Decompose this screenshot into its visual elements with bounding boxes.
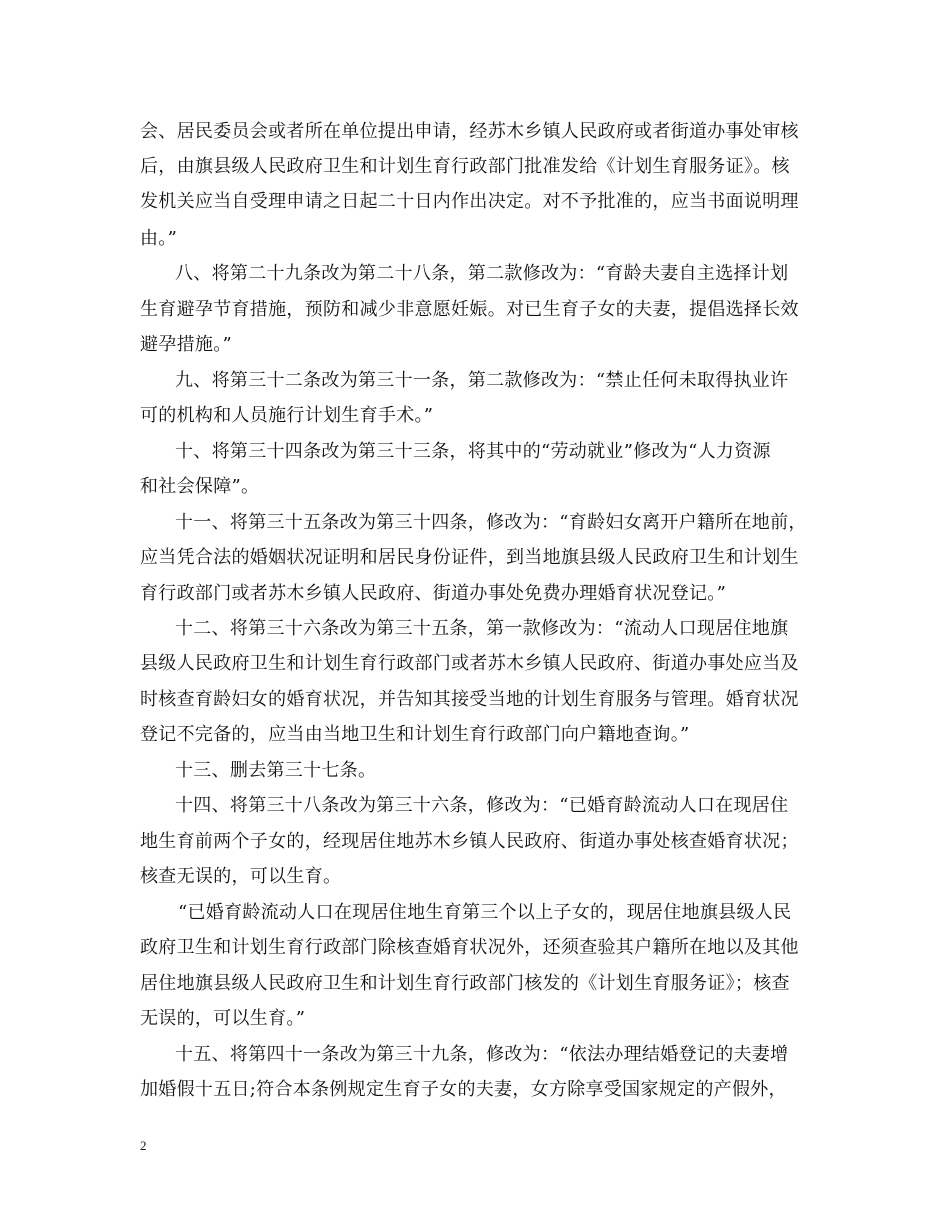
text-line: 十三、删去第三十七条。 xyxy=(175,760,377,781)
text-line: 县级人民政府卫生和计划生育行政部门或者苏木乡镇人民政府、街道办事处应当及 xyxy=(140,653,799,674)
text-line: “已婚育龄流动人口在现居住地生育第三个以上子女的，现居住地旗县级人民 xyxy=(178,902,792,923)
text-line: 由。” xyxy=(140,228,178,249)
text-line: 十五、将第四十一条改为第三十九条，修改为：“依法办理结婚登记的夫妻增 xyxy=(175,1044,789,1065)
text-line: 时核查育龄妇女的婚育状况，并告知其接受当地的计划生育服务与管理。婚育状况 xyxy=(140,689,799,710)
text-line: 登记不完备的，应当由当地卫生和计划生育行政部门向户籍地查询。” xyxy=(140,724,690,745)
text-line: 十四、将第三十八条改为第三十六条，修改为：“已婚育龄流动人口在现居住 xyxy=(175,795,789,816)
text-line: 会、居民委员会或者所在单位提出申请，经苏木乡镇人民政府或者街道办事处审核 xyxy=(140,121,799,142)
text-line: 十二、将第三十六条改为第三十五条，第一款修改为：“流动人口现居住地旗 xyxy=(175,618,789,639)
text-line: 十一、将第三十五条改为第三十四条，修改为：“育龄妇女离开户籍所在地前， xyxy=(175,512,807,533)
text-line: 政府卫生和计划生育行政部门除核查婚育状况外，还须查验其户籍所在地以及其他 xyxy=(140,937,799,958)
text-line: 加婚假十五日;符合本条例规定生育子女的夫妻，女方除享受国家规定的产假外， xyxy=(140,1079,787,1100)
text-line: 应当凭合法的婚姻状况证明和居民身份证件，到当地旗县级人民政府卫生和计划生 xyxy=(140,547,799,568)
text-line: 发机关应当自受理申请之日起二十日内作出决定。对不予批准的，应当书面说明理 xyxy=(140,191,799,212)
text-line: 避孕措施。” xyxy=(140,334,233,355)
text-line: 无误的，可以生育。” xyxy=(140,1008,306,1029)
text-line: 核查无误的，可以生育。 xyxy=(140,866,342,887)
text-line: 九、将第三十二条改为第三十一条，第二款修改为：“禁止任何未取得执业许 xyxy=(175,370,789,391)
text-line: 生育避孕节育措施，预防和减少非意愿妊娠。对已生育子女的夫妻，提倡选择长效 xyxy=(140,299,799,320)
text-line: 育行政部门或者苏木乡镇人民政府、街道办事处免费办理婚育状况登记。” xyxy=(140,583,727,604)
text-line: 后，由旗县级人民政府卫生和计划生育行政部门批准发给《计划生育服务证》。核 xyxy=(140,156,790,177)
page-number: 2 xyxy=(140,1138,147,1153)
text-line: 可的机构和人员施行计划生育手术。” xyxy=(140,405,434,426)
text-line: 居住地旗县级人民政府卫生和计划生育行政部门核发的《计划生育服务证》；核查 xyxy=(140,973,790,994)
text-line: 地生育前两个子女的，经现居住地苏木乡镇人民政府、街道办事处核查婚育状况； xyxy=(140,831,799,852)
text-line: 十、将第三十四条改为第三十三条，将其中的“劳动就业”修改为“人力资源 xyxy=(175,441,771,462)
text-line: 八、将第二十九条改为第二十八条，第二款修改为：“育龄夫妻自主选择计划 xyxy=(175,263,789,284)
text-line: 和社会保障”。 xyxy=(140,476,260,497)
